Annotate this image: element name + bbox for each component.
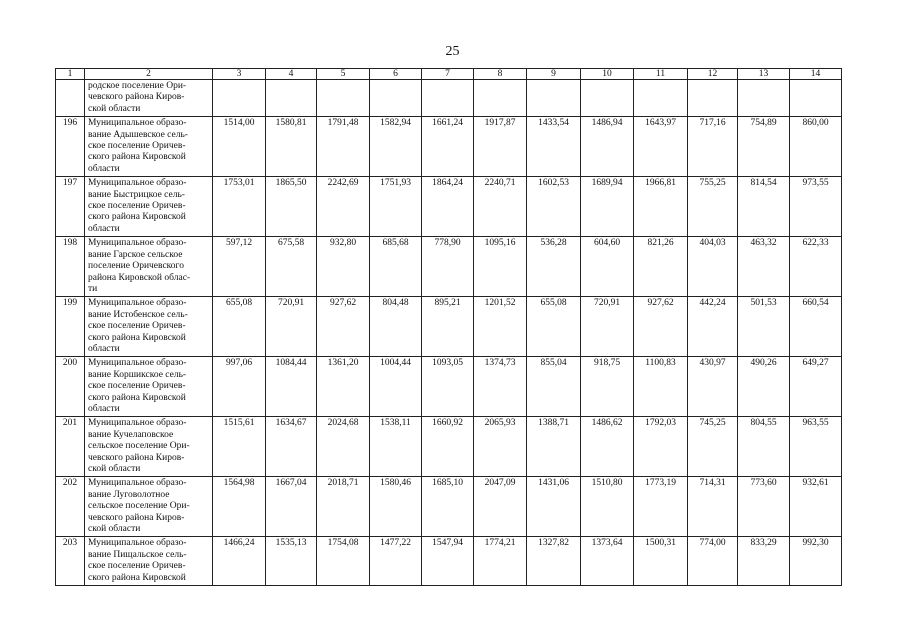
value-cell: 1689,94: [581, 177, 634, 237]
value-cell: [474, 80, 527, 117]
municipality-name: [85, 80, 213, 117]
name-line: ское поселение Оричев-: [88, 201, 186, 212]
value-cell: 1361,20: [317, 357, 370, 417]
value-cell: 1095,16: [474, 237, 527, 297]
value-cell: 1388,71: [527, 417, 581, 477]
value-cell: 1538,11: [370, 417, 422, 477]
name-line: ского района Кировской: [88, 152, 186, 163]
value-cell: 773,60: [738, 477, 790, 537]
value-cell: 1373,64: [581, 537, 634, 586]
value-cell: 649,27: [790, 357, 842, 417]
column-header: 3: [213, 69, 266, 80]
value-cell: 1084,44: [266, 357, 317, 417]
name-line: Муниципальное образо-: [88, 178, 187, 189]
municipality-name: [85, 417, 213, 477]
value-cell: [790, 80, 842, 117]
value-cell: 1661,24: [422, 117, 474, 177]
name-line: сельское поселение Ори-: [88, 501, 190, 512]
value-cell: 804,55: [738, 417, 790, 477]
value-cell: 1327,82: [527, 537, 581, 586]
name-line: ского района Кировской: [88, 212, 186, 223]
value-cell: 1564,98: [213, 477, 266, 537]
column-header: 7: [422, 69, 474, 80]
table-header: [56, 69, 842, 80]
value-cell: 1433,54: [527, 117, 581, 177]
value-cell: 2242,69: [317, 177, 370, 237]
value-cell: 2065,93: [474, 417, 527, 477]
value-cell: 430,97: [688, 357, 738, 417]
value-cell: [213, 80, 266, 117]
name-line: ское поселение Оричев-: [88, 381, 186, 392]
name-line: вание Быстрицкое сель-: [88, 189, 185, 200]
value-cell: 1582,94: [370, 117, 422, 177]
value-cell: 536,28: [527, 237, 581, 297]
name-line: Муниципальное образо-: [88, 358, 187, 369]
name-line: района Кировской облас-: [88, 272, 191, 283]
row-number: 198: [56, 237, 85, 297]
name-line: чевского района Киров-: [88, 512, 185, 523]
value-cell: 932,80: [317, 237, 370, 297]
name-line: вание Пищальское сель-: [88, 549, 187, 560]
value-cell: 2047,09: [474, 477, 527, 537]
value-cell: 927,62: [634, 297, 688, 357]
row-number: 201: [56, 417, 85, 477]
value-cell: [266, 80, 317, 117]
value-cell: [370, 80, 422, 117]
value-cell: 774,00: [688, 537, 738, 586]
column-header: 12: [688, 69, 738, 80]
value-cell: 1580,81: [266, 117, 317, 177]
value-cell: 814,54: [738, 177, 790, 237]
value-cell: 442,24: [688, 297, 738, 357]
table-row: [56, 117, 842, 177]
name-line: области: [88, 163, 120, 174]
value-cell: 1431,06: [527, 477, 581, 537]
value-cell: 1486,62: [581, 417, 634, 477]
value-cell: 1917,87: [474, 117, 527, 177]
name-line: сельское поселение Ори-: [88, 441, 190, 452]
value-cell: 655,08: [213, 297, 266, 357]
value-cell: 604,60: [581, 237, 634, 297]
column-header: 1: [56, 69, 85, 80]
value-cell: 2240,71: [474, 177, 527, 237]
value-cell: 932,61: [790, 477, 842, 537]
value-cell: 720,91: [266, 297, 317, 357]
municipality-name: [85, 537, 213, 586]
name-line: Муниципальное образо-: [88, 478, 187, 489]
value-cell: [738, 80, 790, 117]
value-cell: 1966,81: [634, 177, 688, 237]
name-line: ского района Кировской: [88, 572, 186, 583]
table-row: [56, 297, 842, 357]
name-line: области: [88, 223, 120, 234]
table-body: [56, 80, 842, 586]
name-line: ское поселение Оричев-: [88, 561, 186, 572]
name-line: вание Коршикское сель-: [88, 369, 187, 380]
value-cell: 973,55: [790, 177, 842, 237]
column-header: 2: [85, 69, 213, 80]
value-cell: 754,89: [738, 117, 790, 177]
table-row: [56, 477, 842, 537]
value-cell: 717,16: [688, 117, 738, 177]
municipality-name: [85, 177, 213, 237]
value-cell: 1753,01: [213, 177, 266, 237]
value-cell: 895,21: [422, 297, 474, 357]
row-number: 203: [56, 537, 85, 586]
value-cell: 714,31: [688, 477, 738, 537]
name-line: области: [88, 343, 120, 354]
value-cell: 1510,80: [581, 477, 634, 537]
value-cell: 1580,46: [370, 477, 422, 537]
name-line: ской области: [88, 524, 141, 535]
name-line: поселение Оричевского: [88, 261, 184, 272]
value-cell: 404,03: [688, 237, 738, 297]
value-cell: 778,90: [422, 237, 474, 297]
value-cell: 1667,04: [266, 477, 317, 537]
value-cell: 1201,52: [474, 297, 527, 357]
value-cell: 821,26: [634, 237, 688, 297]
column-header: 6: [370, 69, 422, 80]
value-cell: 720,91: [581, 297, 634, 357]
column-header: 11: [634, 69, 688, 80]
value-cell: 755,25: [688, 177, 738, 237]
table-row: [56, 80, 842, 117]
value-cell: 1004,44: [370, 357, 422, 417]
value-cell: 1486,94: [581, 117, 634, 177]
name-line: ской области: [88, 464, 141, 474]
name-line: ское поселение Оричев-: [88, 321, 186, 332]
name-line: Муниципальное образо-: [88, 238, 187, 249]
municipality-name: [85, 297, 213, 357]
value-cell: 1773,19: [634, 477, 688, 537]
row-number: 196: [56, 117, 85, 177]
value-cell: 745,25: [688, 417, 738, 477]
value-cell: 997,06: [213, 357, 266, 417]
municipality-name: [85, 117, 213, 177]
value-cell: 963,55: [790, 417, 842, 477]
value-cell: [688, 80, 738, 117]
table-row: [56, 537, 842, 586]
name-line: ского района Кировской: [88, 332, 186, 343]
value-cell: 1864,24: [422, 177, 474, 237]
value-cell: 927,62: [317, 297, 370, 357]
name-line: ти: [88, 283, 98, 294]
value-cell: 1602,53: [527, 177, 581, 237]
value-cell: [422, 80, 474, 117]
column-header: 5: [317, 69, 370, 80]
name-line: ской области: [88, 103, 141, 114]
row-number: 202: [56, 477, 85, 537]
value-cell: 1791,48: [317, 117, 370, 177]
value-cell: 1466,24: [213, 537, 266, 586]
value-cell: 622,33: [790, 237, 842, 297]
value-cell: 463,32: [738, 237, 790, 297]
column-header: 13: [738, 69, 790, 80]
name-line: Муниципальное образо-: [88, 118, 187, 129]
name-line: родское поселение Ори-: [88, 81, 187, 91]
name-line: ского района Кировской: [88, 392, 186, 403]
value-cell: 1514,00: [213, 117, 266, 177]
value-cell: 501,53: [738, 297, 790, 357]
value-cell: 1515,61: [213, 417, 266, 477]
row-number: 199: [56, 297, 85, 357]
name-line: вание Истобенское сель-: [88, 309, 188, 320]
page-number: 25: [445, 44, 460, 59]
value-cell: [527, 80, 581, 117]
name-line: Муниципальное образо-: [88, 418, 187, 429]
value-cell: 2018,71: [317, 477, 370, 537]
value-cell: 597,12: [213, 237, 266, 297]
name-line: вание Кучелаповское: [88, 429, 174, 440]
value-cell: 992,30: [790, 537, 842, 586]
value-cell: 833,29: [738, 537, 790, 586]
value-cell: 1547,94: [422, 537, 474, 586]
value-cell: 860,00: [790, 117, 842, 177]
value-cell: 1660,92: [422, 417, 474, 477]
table-row: [56, 357, 842, 417]
table-row: [56, 177, 842, 237]
data-table: [55, 68, 842, 586]
value-cell: 918,75: [581, 357, 634, 417]
value-cell: 1751,93: [370, 177, 422, 237]
name-line: чевского района Киров-: [88, 452, 185, 463]
name-line: Муниципальное образо-: [88, 298, 187, 309]
value-cell: 490,26: [738, 357, 790, 417]
value-cell: 675,58: [266, 237, 317, 297]
column-header: 9: [527, 69, 581, 80]
row-number: [56, 80, 85, 117]
value-cell: 660,54: [790, 297, 842, 357]
table-row: [56, 237, 842, 297]
value-cell: 855,04: [527, 357, 581, 417]
value-cell: 1774,21: [474, 537, 527, 586]
value-cell: 1685,10: [422, 477, 474, 537]
value-cell: 804,48: [370, 297, 422, 357]
column-header: 8: [474, 69, 527, 80]
name-line: Муниципальное образо-: [88, 538, 187, 549]
value-cell: 1374,73: [474, 357, 527, 417]
value-cell: 685,68: [370, 237, 422, 297]
value-cell: 1634,67: [266, 417, 317, 477]
value-cell: 1865,50: [266, 177, 317, 237]
table-row: [56, 417, 842, 477]
row-number: 197: [56, 177, 85, 237]
name-line: вание Луговолотное: [88, 489, 170, 500]
value-cell: [581, 80, 634, 117]
value-cell: 1100,83: [634, 357, 688, 417]
municipality-name: [85, 357, 213, 417]
name-line: чевского района Киров-: [88, 92, 185, 103]
value-cell: 2024,68: [317, 417, 370, 477]
value-cell: 655,08: [527, 297, 581, 357]
column-header: 10: [581, 69, 634, 80]
column-header: 14: [790, 69, 842, 80]
value-cell: 1500,31: [634, 537, 688, 586]
municipality-name: [85, 237, 213, 297]
value-cell: [634, 80, 688, 117]
column-header: 4: [266, 69, 317, 80]
row-number: 200: [56, 357, 85, 417]
value-cell: 1754,08: [317, 537, 370, 586]
name-line: вание Адышевское сель-: [88, 129, 188, 140]
value-cell: 1643,97: [634, 117, 688, 177]
name-line: вание Гарское сельское: [88, 249, 183, 260]
value-cell: 1093,05: [422, 357, 474, 417]
value-cell: 1535,13: [266, 537, 317, 586]
municipality-name: [85, 477, 213, 537]
name-line: ское поселение Оричев-: [88, 141, 186, 152]
value-cell: [317, 80, 370, 117]
name-line: области: [88, 403, 120, 414]
value-cell: 1792,03: [634, 417, 688, 477]
value-cell: 1477,22: [370, 537, 422, 586]
